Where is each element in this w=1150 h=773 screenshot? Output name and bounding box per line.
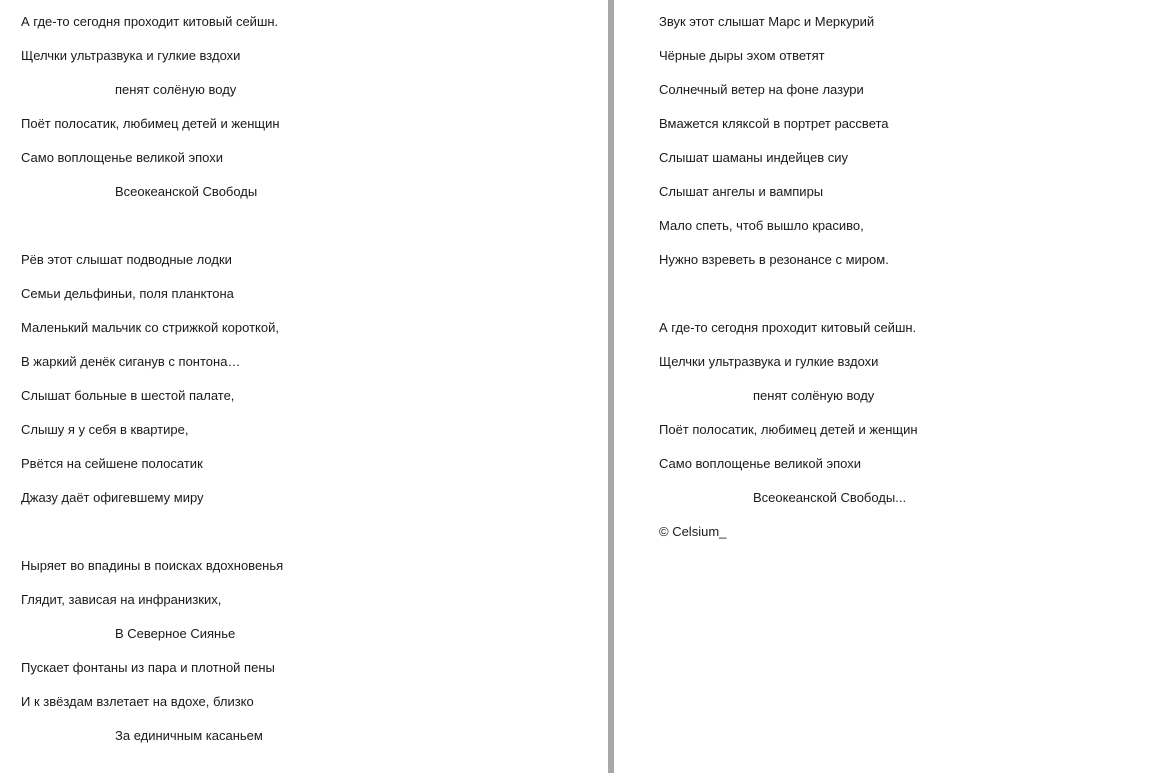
poem-line: Щелчки ультразвука и гулкие вздохи [659, 354, 879, 369]
poem-line: Чёрные дыры эхом ответят [659, 48, 825, 63]
poem-line: Пускает фонтаны из пара и плотной пены [21, 660, 275, 675]
poem-line: Всеокеанской Свободы [115, 184, 258, 199]
poem-line: Семьи дельфиньи, поля планктона [21, 286, 234, 301]
poem-line: Слышат больные в шестой палате, [21, 388, 235, 403]
poem-line: А где-то сегодня проходит китовый сейшн. [659, 320, 917, 335]
poem-line: Слышу я у себя в квартире, [21, 422, 189, 437]
poem-line: Всеокеанской Свободы... [753, 490, 907, 505]
poem-line: В Северное Сиянье [115, 626, 236, 641]
poem-line: Маленький мальчик со стрижкой короткой, [21, 320, 279, 335]
poem-line: Солнечный ветер на фоне лазури [659, 82, 864, 97]
poem-line: Поёт полосатик, любимец детей и женщин [659, 422, 918, 437]
poem-line: Поёт полосатик, любимец детей и женщин [21, 116, 280, 131]
poem-line: За единичным касаньем [115, 728, 263, 743]
poem-line: Рёв этот слышат подводные лодки [21, 252, 232, 267]
poem-line: Джазу даёт офигевшему миру [21, 490, 204, 505]
poem-line: Щелчки ультразвука и гулкие вздохи [21, 48, 241, 63]
poem-line: В жаркий денёк сиганув с понтона… [21, 354, 241, 369]
poem-line: Рвётся на сейшене полосатик [21, 456, 203, 471]
poem-line: Нужно взреветь в резонансе с миром. [659, 252, 889, 267]
poem-line: Ныряет во впадины в поисках вдохновенья [21, 558, 284, 573]
poem-line: пенят солёную воду [753, 388, 875, 403]
poem-line: Глядит, зависая на инфранизких, [21, 592, 222, 607]
poem-line: Само воплощенье великой эпохи [659, 456, 861, 471]
poem-line: Вмажется кляксой в портрет рассвета [659, 116, 889, 131]
poem-line: Слышат ангелы и вампиры [659, 184, 824, 199]
poem-line: А где-то сегодня проходит китовый сейшн. [21, 14, 279, 29]
poem-line: пенят солёную воду [115, 82, 237, 97]
poem-line: Само воплощенье великой эпохи [21, 150, 223, 165]
right-page [614, 0, 1150, 773]
poem-line: Звук этот слышат Марс и Меркурий [659, 14, 875, 29]
poem-line: И к звёздам взлетает на вдохе, близко [21, 694, 254, 709]
poem-line: Слышат шаманы индейцев сиу [659, 150, 849, 165]
poem-line: Мало спеть, чтоб вышло красиво, [659, 218, 864, 233]
author-signature: © Celsium_ [659, 524, 727, 539]
